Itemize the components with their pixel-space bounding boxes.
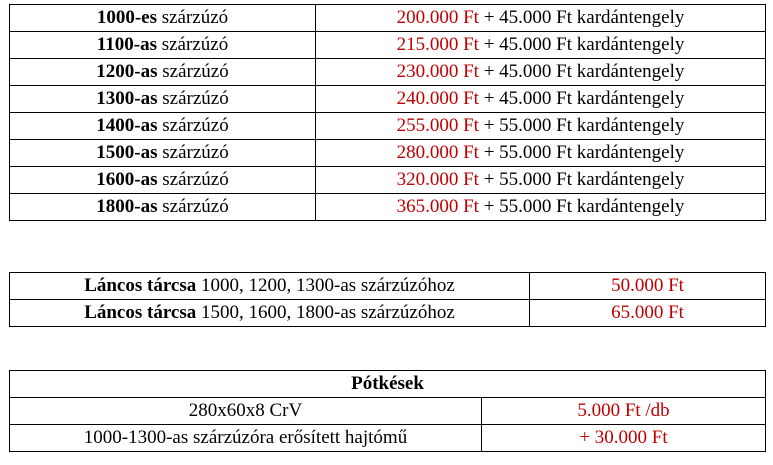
shredder-price-table — [9, 4, 766, 221]
price-cell: 200.000 Ft + 45.000 Ft kardántengely — [316, 5, 766, 32]
item-cell: 280x60x8 CrV — [10, 398, 482, 425]
price-cell: 50.000 Ft — [530, 273, 766, 300]
price-cell: 240.000 Ft + 45.000 Ft kardántengely — [316, 86, 766, 113]
model-cell: 1000-es szárzúzó — [10, 5, 316, 32]
chain-disc-table — [9, 272, 766, 327]
table-row — [10, 59, 766, 86]
item-cell: 1000-1300-as szárzúzóra erősített hajtómű — [10, 425, 482, 452]
table-row — [10, 86, 766, 113]
model-cell: 1800-as szárzúzó — [10, 194, 316, 221]
table-row — [10, 140, 766, 167]
item-cell: Láncos tárcsa 1000, 1200, 1300-as szárzúzóhoz — [10, 273, 530, 300]
table-row — [10, 398, 766, 425]
table-header-row — [10, 371, 766, 398]
table-row — [10, 300, 766, 327]
table-row — [10, 167, 766, 194]
model-cell: 1300-as szárzúzó — [10, 86, 316, 113]
table-row — [10, 113, 766, 140]
price-cell: 320.000 Ft + 55.000 Ft kardántengely — [316, 167, 766, 194]
model-cell: 1100-as szárzúzó — [10, 32, 316, 59]
price-cell: 5.000 Ft /db — [482, 398, 766, 425]
model-cell: 1500-as szárzúzó — [10, 140, 316, 167]
spare-blades-table — [9, 370, 766, 452]
price-cell: 230.000 Ft + 45.000 Ft kardántengely — [316, 59, 766, 86]
table-row — [10, 194, 766, 221]
price-cell: + 30.000 Ft — [482, 425, 766, 452]
item-cell: Láncos tárcsa 1500, 1600, 1800-as szárzúzóhoz — [10, 300, 530, 327]
table-row — [10, 5, 766, 32]
price-cell: 280.000 Ft + 55.000 Ft kardántengely — [316, 140, 766, 167]
table-row — [10, 273, 766, 300]
price-cell: 365.000 Ft + 55.000 Ft kardántengely — [316, 194, 766, 221]
price-cell: 65.000 Ft — [530, 300, 766, 327]
spare-blades-title: Pótkések — [10, 371, 766, 398]
table-row — [10, 32, 766, 59]
model-cell: 1400-as szárzúzó — [10, 113, 316, 140]
price-cell: 255.000 Ft + 55.000 Ft kardántengely — [316, 113, 766, 140]
table-row — [10, 425, 766, 452]
model-cell: 1200-as szárzúzó — [10, 59, 316, 86]
model-cell: 1600-as szárzúzó — [10, 167, 316, 194]
price-cell: 215.000 Ft + 45.000 Ft kardántengely — [316, 32, 766, 59]
